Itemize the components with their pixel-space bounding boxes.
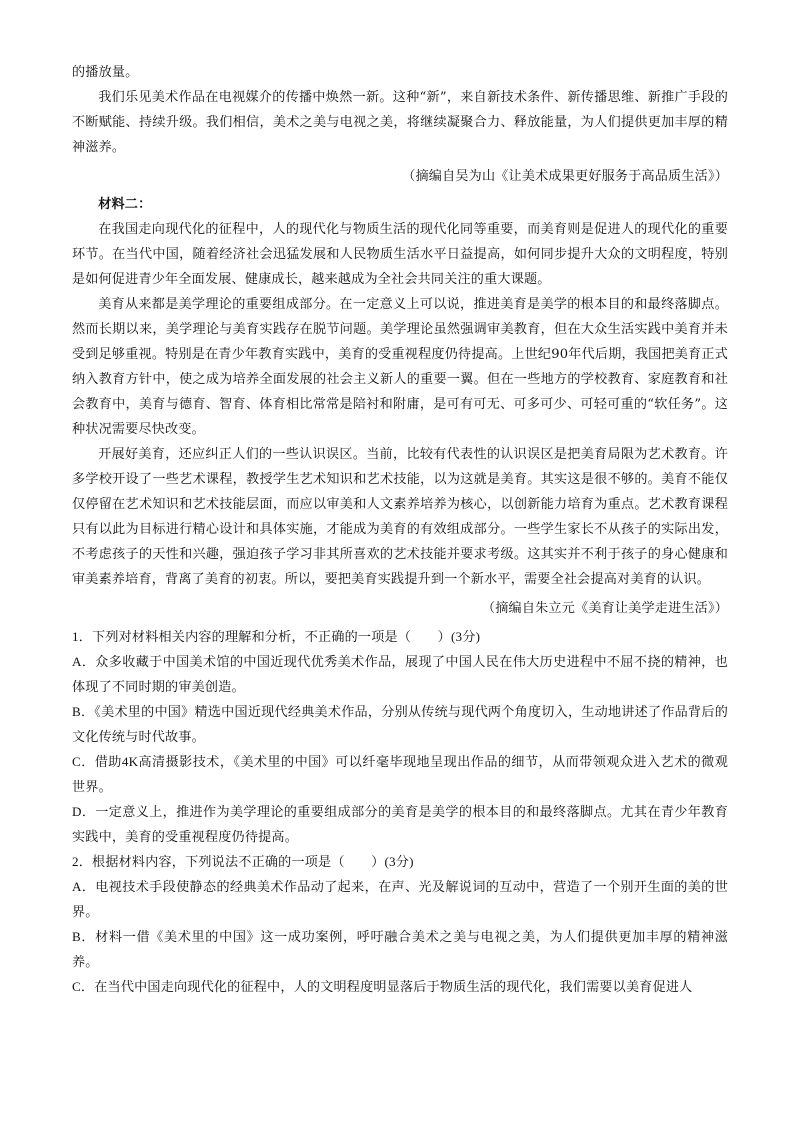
question-1-option-a: A．众多收藏于中国美术馆的中国近现代优秀美术作品，展现了中国人民在伟大历史进程中不屈不挠的精神，也体现了不同时期的审美创造。 (72, 654, 728, 694)
question-2-option-a: A．电视技术手段使静态的经典美术作品动了起来，在声、光及解说词的互动中，营造了一个别开生面的美的世界。 (72, 879, 728, 919)
material2-paragraph-3: 开展好美育，还应纠正人们的一些认识误区。当前，比较有代表性的认识误区是把美育局限为艺术教育。许多学校开设了一些艺术课程，教授学生艺术知识和艺术技能，以为这就是美育。其实这是很不够的。美育不能仅仅停留在艺术知识和艺术技能层面，而应以审美和人文素养培养为核心，以创新能力培育为重点。艺术教育课程只有以此为目标进行精心设计和具体实施，才能成为美育的有效组成部分。一些学生家长不从孩子的实际出发，不考虑孩子的天性和兴趣，强迫孩子学习非其所喜欢的艺术技能并要求考级。这其实并不利于孩子的身心健康和审美素养培育，背离了美育的初衷。所以，要把美育实践提升到一个新水平，需要全社会提高对美育的认识。 (72, 447, 728, 587)
material2-paragraph-2: 美育从来都是美学理论的重要组成部分。在一定意义上可以说，推进美育是美学的根本目的和最终落脚点。然而长期以来，美学理论与美育实践存在脱节问题。美学理论虽然强调审美教育，但在大众生活实践中美育并未受到足够重视。特别是在青少年教育实践中，美育的受重视程度仍待提高。上世纪90年代后期，我国把美育正式纳入教育方针中，使之成为培养全面发展的社会主义新人的重要一翼。但在一些地方的学校教育、家庭教育和社会教育中，美育与德育、智育、体育相比常常是陪衬和附庸，是可有可无、可多可少、可轻可重的“软任务”。这种状况需要尽快改变。 (72, 297, 728, 437)
question-2 (72, 849, 728, 999)
material1-last-paragraph: 我们乐见美术作品在电视媒介的传播中焕然一新。这种“新”，来自新技术条件、新传播思维、新推广手段的不断赋能、持续升级。我们相信，美术之美与电视之美，将继续凝聚合力、释放能量，为人们提供更加丰厚的精神滋养。 (72, 90, 728, 155)
question-1-option-b: B．《美术里的中国》精选中国近现代经典美术作品，分别从传统与现代两个角度切入，生动地讲述了作品背后的文化传统与时代故事。 (72, 704, 728, 744)
question-1-option-d: D．一定意义上，推进作为美学理论的重要组成部分的美育是美学的根本目的和最终落脚点。尤其在青少年教育实践中，美育的受重视程度仍待提高。 (72, 804, 728, 844)
question-1 (72, 624, 728, 849)
material2-source: （摘编自朱立元《美育让美学走进生活》） (481, 601, 728, 616)
material1-source: （摘编自吴为山《让美术成果更好服务于高品质生活》） (402, 169, 728, 184)
material1-continuation: 的播放量。 (72, 65, 139, 80)
question-2-stem: 2．根据材料内容，下列说法不正确的一项是（ ）(3分) (72, 854, 414, 869)
question-1-stem: 1．下列对材料相关内容的理解和分析，不正确的一项是（ ）(3分) (72, 629, 481, 644)
question-1-option-c: C．借助4K高清摄影技术，《美术里的中国》可以纤毫毕现地呈现出作品的细节，从而带领观众进入艺术的微观世界。 (72, 754, 728, 794)
question-2-option-c: C．在当代中国走向现代化的征程中，人的文明程度明显落后于物质生活的现代化，我们需要以美育促进人 (72, 979, 693, 994)
question-2-option-b: B．材料一借《美术里的中国》这一成功案例，呼吁融合美术之美与电视之美，为人们提供更加丰厚的精神滋养。 (72, 929, 728, 969)
material2-paragraph-1: 在我国走向现代化的征程中，人的现代化与物质生活的现代化同等重要，而美育则是促进人的现代化的重要环节。在当代中国，随着经济社会迅猛发展和人民物质生活水平日益提高，如何同步提升大众的文明程度，特别是如何促进青少年全面发展、健康成长，越来越成为全社会共同关注的重大课题。 (72, 222, 728, 287)
document-page (72, 60, 728, 999)
material2-heading: 材料二： (98, 197, 152, 212)
